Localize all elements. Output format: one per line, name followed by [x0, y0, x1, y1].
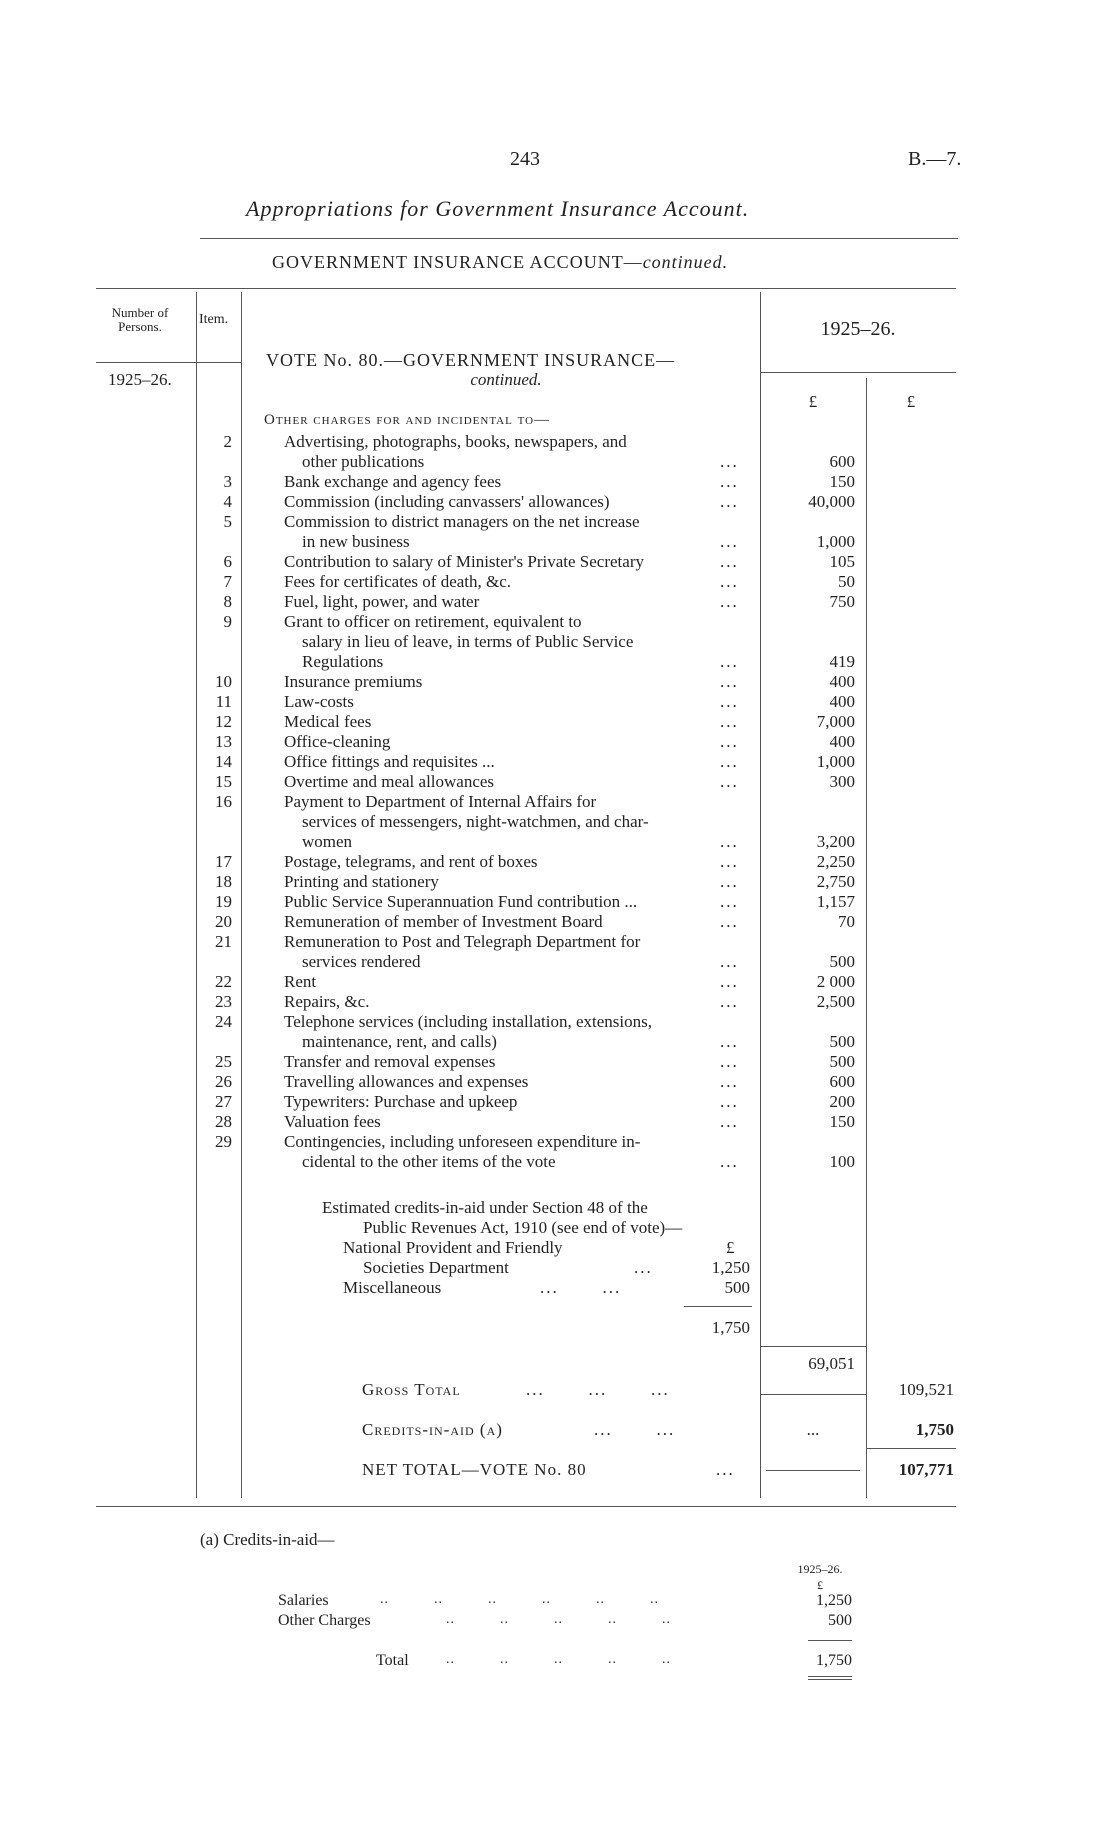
vote-title: VOTE No. 80.—GOVERNMENT INSURANCE— — [266, 350, 676, 370]
item-amount: 400 — [829, 672, 855, 691]
leader-dots: ... — [720, 852, 739, 871]
credits-estimate-pound: £ — [726, 1238, 735, 1257]
item-amount: 2,500 — [816, 992, 855, 1011]
credits-estimate-line4-dots: ... — [634, 1258, 653, 1277]
item-number: 14 — [215, 752, 232, 771]
leader-dots: ... — [720, 452, 739, 471]
credits-estimate-line5-dots: ... ... — [540, 1278, 622, 1297]
item-description: Telephone services (including installation, extensions, — [284, 1012, 652, 1031]
item-description: Payment to Department of Internal Affairs for — [284, 792, 597, 811]
item-amount: 40,000 — [808, 492, 855, 511]
item-description: Contribution to salary of Minister's Private Secretary — [284, 552, 644, 571]
net-total-label: NET TOTAL—VOTE No. 80 — [362, 1460, 587, 1479]
leader-dots: ... — [720, 1032, 739, 1051]
group-heading: Other charges for and incidental to— — [264, 412, 551, 428]
item-number: 28 — [215, 1112, 232, 1131]
item-number: 4 — [223, 492, 232, 511]
credits-in-aid-rule — [866, 1448, 956, 1449]
leader-dots: ... — [720, 832, 739, 851]
item-amount: 2,750 — [816, 872, 855, 891]
item-amount: 150 — [829, 472, 855, 491]
leader-dots: ... — [720, 1152, 739, 1171]
leader-dots: ... — [720, 672, 739, 691]
net-total-dots: ... — [716, 1460, 735, 1479]
leader-dots: ... — [720, 552, 739, 571]
item-amount: 1,000 — [816, 752, 855, 771]
item-amount: 100 — [829, 1152, 855, 1171]
item-amount: 70 — [838, 912, 855, 931]
leader-dots: ... — [720, 1112, 739, 1131]
pound-heading-2: £ — [906, 392, 916, 411]
subtotal-under-rule — [760, 1394, 866, 1395]
credits-estimate-line3: National Provident and Friendly — [343, 1238, 563, 1257]
credits-estimate-total: 1,750 — [711, 1318, 750, 1337]
page-number: 243 — [510, 148, 540, 170]
item-description: in new business — [302, 532, 410, 551]
item-amount: 7,000 — [816, 712, 855, 731]
year-heading-rule — [760, 372, 956, 373]
item-description: Commission to district managers on the net increase — [284, 512, 640, 531]
leader-dots: ... — [720, 872, 739, 891]
item-amount: 105 — [829, 552, 855, 571]
credits-in-aid-mid: ... — [806, 1420, 820, 1439]
item-amount: 1,157 — [816, 892, 855, 911]
footnote-double-rule-2 — [808, 1679, 852, 1680]
leader-dots: ... — [720, 952, 739, 971]
item-amount: 1,000 — [816, 532, 855, 551]
item-number: 13 — [215, 732, 232, 751]
item-description: Regulations — [302, 652, 384, 671]
item-description: Remuneration to Post and Telegraph Department for — [284, 932, 641, 951]
footnote-row-salaries-dots: .. .. .. .. .. .. — [380, 1592, 659, 1607]
leader-dots: ... — [720, 1072, 739, 1091]
leader-dots: ... — [720, 752, 739, 771]
item-description: Public Service Superannuation Fund contribution ... — [284, 892, 638, 911]
item-description: Office-cleaning — [284, 732, 391, 751]
item-description: maintenance, rent, and calls) — [302, 1032, 497, 1051]
item-amount: 3,200 — [816, 832, 855, 851]
item-amount: 150 — [829, 1112, 855, 1131]
item-number: 10 — [215, 672, 232, 691]
footnote-total-label: Total — [376, 1652, 409, 1669]
item-number: 29 — [215, 1132, 232, 1151]
item-number: 23 — [215, 992, 232, 1011]
footnote-label: (a) Credits-in-aid— — [200, 1530, 335, 1549]
document-reference: B.—7. — [908, 148, 962, 170]
item-description: Overtime and meal allowances — [284, 772, 495, 791]
item-description: Repairs, &c. — [284, 992, 370, 1011]
item-number: 18 — [215, 872, 232, 891]
gross-total-value: 109,521 — [898, 1380, 954, 1399]
item-number: 26 — [215, 1072, 232, 1091]
page-subtitle: Appropriations for Government Insurance Account. — [246, 196, 750, 221]
item-amount: 500 — [829, 1032, 855, 1051]
item-description: Law-costs — [284, 692, 354, 711]
footnote-row-other-value: 500 — [828, 1612, 852, 1629]
item-description: women — [302, 832, 353, 851]
section-title-main: GOVERNMENT INSURANCE ACCOUNT— — [272, 252, 643, 272]
item-description: other publications — [302, 452, 425, 471]
item-description: services rendered — [302, 952, 421, 971]
item-amount: 400 — [829, 732, 855, 751]
table-rule-amount-left — [760, 292, 761, 1498]
credits-estimate-line5: Miscellaneous — [343, 1278, 442, 1297]
item-number: 8 — [223, 592, 232, 611]
year-heading: 1925–26. — [820, 318, 896, 340]
gross-total-label: Gross Total — [362, 1380, 461, 1399]
item-description: Remuneration of member of Investment Board — [284, 912, 603, 931]
item-number: 2 — [223, 432, 232, 451]
footnote-total-dots: .. .. .. .. .. — [446, 1652, 671, 1667]
gross-total-dots: ... ... ... — [526, 1380, 670, 1399]
item-number: 3 — [223, 472, 232, 491]
item-number: 5 — [223, 512, 232, 531]
item-description: Bank exchange and agency fees — [284, 472, 502, 491]
item-description: Advertising, photographs, books, newspapers, and — [284, 432, 627, 451]
credits-estimate-line1: Estimated credits-in-aid under Section 48 of the — [322, 1198, 648, 1217]
credits-in-aid-dots: ... ... — [594, 1420, 676, 1439]
item-heading: Item. — [199, 312, 229, 327]
item-number: 22 — [215, 972, 232, 991]
net-total-mid-rule — [766, 1470, 860, 1471]
item-number: 19 — [215, 892, 232, 911]
item-amount: 300 — [829, 772, 855, 791]
item-number: 9 — [223, 612, 232, 631]
table-bottom-rule — [96, 1506, 956, 1507]
leader-dots: ... — [720, 1092, 739, 1111]
subtotal-value: 69,051 — [808, 1354, 855, 1373]
item-description: Valuation fees — [284, 1112, 381, 1131]
item-amount: 600 — [829, 1072, 855, 1091]
credits-estimate-line2: Public Revenues Act, 1910 (see end of vote)— — [363, 1218, 683, 1237]
credits-estimate-line5-amount: 500 — [724, 1278, 750, 1297]
item-description: salary in lieu of leave, in terms of Public Service — [302, 632, 634, 651]
item-number: 16 — [215, 792, 232, 811]
credits-in-aid-value: 1,750 — [915, 1420, 954, 1439]
section-title — [272, 252, 728, 273]
leader-dots: ... — [720, 492, 739, 511]
leader-dots: ... — [720, 572, 739, 591]
footnote-year: 1925–26. — [797, 1562, 843, 1576]
footnote-rule — [808, 1640, 852, 1641]
footnote-pound: £ — [817, 1578, 823, 1592]
item-number: 21 — [215, 932, 232, 951]
credits-in-aid-label: Credits-in-aid (a) — [362, 1420, 503, 1439]
net-total-value: 107,771 — [898, 1460, 954, 1479]
item-description: cidental to the other items of the vote — [302, 1152, 556, 1171]
table-rule-item-right — [241, 292, 242, 1498]
item-number: 7 — [223, 572, 232, 591]
footnote-row-salaries-label: Salaries — [278, 1592, 329, 1609]
pound-heading-1: £ — [808, 392, 818, 411]
persons-year: 1925–26. — [108, 370, 172, 389]
leader-dots: ... — [720, 472, 739, 491]
leader-dots: ... — [720, 592, 739, 611]
item-number: 6 — [223, 552, 232, 571]
item-amount: 750 — [829, 592, 855, 611]
footnote-row-other-dots: .. .. .. .. .. — [446, 1612, 671, 1627]
item-number: 12 — [215, 712, 232, 731]
item-description: Travelling allowances and expenses — [284, 1072, 529, 1091]
item-amount: 419 — [829, 652, 855, 671]
table-top-rule — [96, 288, 956, 289]
section-title-continued: continued. — [642, 252, 729, 272]
persons-heading-rule — [96, 362, 241, 363]
footnote-row-other-label: Other Charges — [278, 1612, 371, 1629]
item-number: 17 — [215, 852, 232, 871]
item-number: 25 — [215, 1052, 232, 1071]
item-amount: 400 — [829, 692, 855, 711]
leader-dots: ... — [720, 772, 739, 791]
item-number: 24 — [215, 1012, 232, 1031]
item-amount: 2 000 — [816, 972, 855, 991]
credits-estimate-rule — [684, 1306, 752, 1307]
leader-dots: ... — [720, 732, 739, 751]
item-description: Grant to officer on retirement, equivalent to — [284, 612, 582, 631]
leader-dots: ... — [720, 992, 739, 1011]
item-amount: 600 — [829, 452, 855, 471]
item-description: Insurance premiums — [284, 672, 423, 691]
item-description: Transfer and removal expenses — [284, 1052, 496, 1071]
item-number: 20 — [215, 912, 232, 931]
leader-dots: ... — [720, 712, 739, 731]
leader-dots: ... — [720, 912, 739, 931]
footnote-double-rule-1 — [808, 1676, 852, 1677]
vote-title-continued: continued. — [470, 370, 542, 389]
item-description: Commission (including canvassers' allowances) — [284, 492, 610, 511]
item-amount: 200 — [829, 1092, 855, 1111]
leader-dots: ... — [720, 972, 739, 991]
item-amount: 50 — [838, 572, 855, 591]
item-description: Fuel, light, power, and water — [284, 592, 480, 611]
number-of-persons-heading: Number of Persons. — [111, 305, 169, 334]
item-description: services of messengers, night-watchmen, and char- — [302, 812, 649, 831]
leader-dots: ... — [720, 1052, 739, 1071]
item-number: 27 — [215, 1092, 232, 1111]
leader-dots: ... — [720, 652, 739, 671]
item-number: 15 — [215, 772, 232, 791]
item-description: Medical fees — [284, 712, 372, 731]
leader-dots: ... — [720, 532, 739, 551]
credits-estimate-line4-amount: 1,250 — [711, 1258, 750, 1277]
item-description: Rent — [284, 972, 317, 991]
item-description: Office fittings and requisites ... — [284, 752, 495, 771]
credits-estimate-line4: Societies Department — [363, 1258, 509, 1277]
footnote-total-value: 1,750 — [816, 1652, 852, 1669]
leader-dots: ... — [720, 692, 739, 711]
item-description: Fees for certificates of death, &c. — [284, 572, 512, 591]
item-number: 11 — [215, 692, 232, 711]
subtotal-rule — [760, 1346, 866, 1347]
item-description: Printing and stationery — [284, 872, 439, 891]
header-rule — [200, 238, 958, 239]
table-rule-amount-mid — [866, 378, 867, 1498]
leader-dots: ... — [720, 892, 739, 911]
item-description: Contingencies, including unforeseen expenditure in- — [284, 1132, 641, 1151]
item-amount: 2,250 — [816, 852, 855, 871]
item-description: Typewriters: Purchase and upkeep — [284, 1092, 518, 1111]
item-amount: 500 — [829, 952, 855, 971]
footnote-row-salaries-value: 1,250 — [816, 1592, 852, 1609]
item-amount: 500 — [829, 1052, 855, 1071]
item-description: Postage, telegrams, and rent of boxes — [284, 852, 538, 871]
